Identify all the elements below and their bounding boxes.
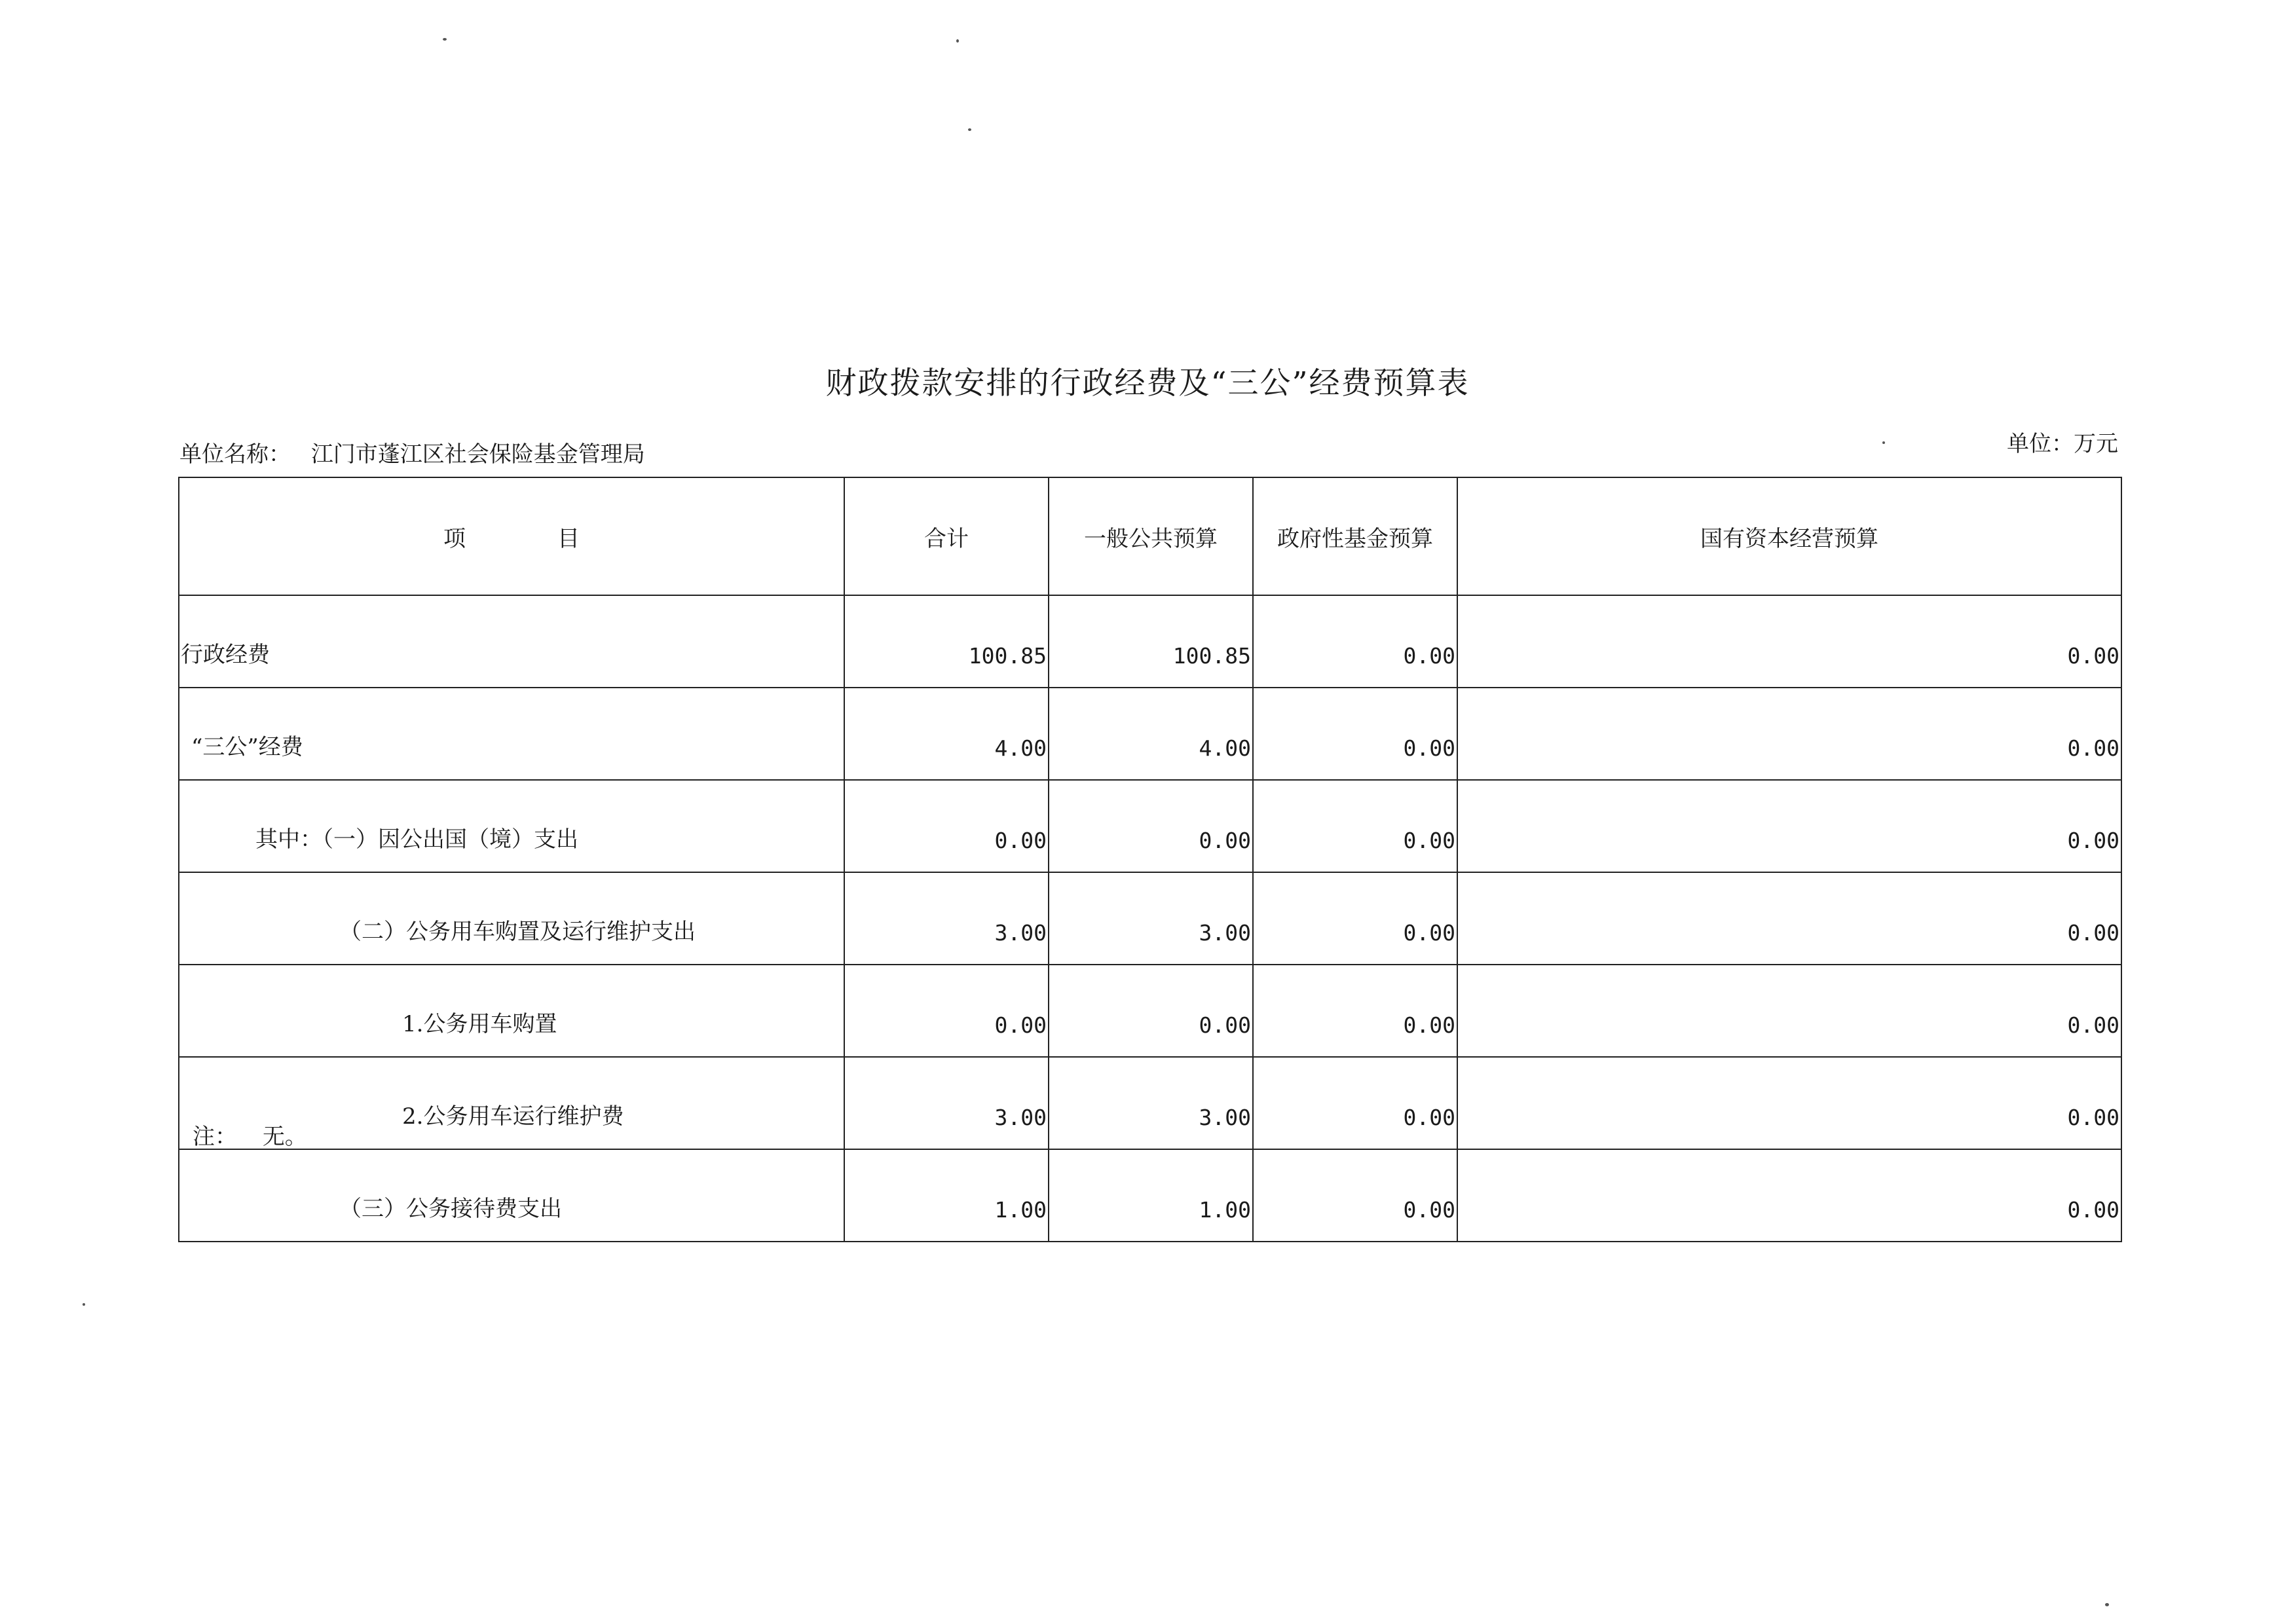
row-item-label: 其中：（一）因公出国（境）支出 — [179, 780, 844, 872]
row-state-capital-value: 0.00 — [1457, 872, 2121, 965]
table-header — [179, 477, 2121, 595]
row-state-capital-value: 0.00 — [1457, 780, 2121, 872]
row-government-fund-value: 0.00 — [1253, 1149, 1457, 1242]
row-total-value: 1.00 — [844, 1149, 1049, 1242]
footnote — [193, 1118, 307, 1151]
row-government-fund-value: 0.00 — [1253, 872, 1457, 965]
row-government-fund-value: 0.00 — [1253, 965, 1457, 1057]
row-total-value: 0.00 — [844, 780, 1049, 872]
header-row — [179, 477, 2121, 595]
row-total-value: 0.00 — [844, 965, 1049, 1057]
scan-speck — [956, 39, 959, 43]
row-government-fund-value: 0.00 — [1253, 780, 1457, 872]
table-body — [179, 595, 2121, 1242]
row-item-label: （三）公务接待费支出 — [179, 1149, 844, 1242]
scan-speck — [2105, 1603, 2109, 1606]
header-general-public-budget: 一般公共预算 — [1049, 477, 1253, 595]
table-row — [179, 688, 2121, 780]
table-row — [179, 595, 2121, 688]
row-government-fund-value: 0.00 — [1253, 688, 1457, 780]
footnote-label: 注： — [193, 1124, 237, 1150]
row-item-label: “三公”经费 — [179, 688, 844, 780]
row-general-public-value: 3.00 — [1049, 1057, 1253, 1149]
unit-name-label: 单位名称： — [179, 441, 291, 468]
header-item-part1: 项 — [443, 525, 466, 552]
row-state-capital-value: 0.00 — [1457, 688, 2121, 780]
row-state-capital-value: 0.00 — [1457, 595, 2121, 688]
row-total-value: 100.85 — [844, 595, 1049, 688]
row-item-label: 2.公务用车运行维护费 — [179, 1057, 844, 1149]
header-total: 合计 — [844, 477, 1049, 595]
row-total-value: 3.00 — [844, 872, 1049, 965]
scan-speck — [83, 1303, 85, 1306]
row-item-label: 1.公务用车购置 — [179, 965, 844, 1057]
row-state-capital-value: 0.00 — [1457, 965, 2121, 1057]
table-row — [179, 780, 2121, 872]
row-item-label: （二）公务用车购置及运行维护支出 — [179, 872, 844, 965]
row-state-capital-value: 0.00 — [1457, 1057, 2121, 1149]
row-general-public-value: 3.00 — [1049, 872, 1253, 965]
row-total-value: 3.00 — [844, 1057, 1049, 1149]
scan-speck — [443, 38, 447, 41]
row-state-capital-value: 0.00 — [1457, 1149, 2121, 1242]
table-row — [179, 1057, 2121, 1149]
currency-unit-label: 单位：万元 — [2007, 431, 2118, 457]
row-government-fund-value: 0.00 — [1253, 1057, 1457, 1149]
row-general-public-value: 100.85 — [1049, 595, 1253, 688]
scan-speck — [1882, 441, 1885, 444]
header-state-capital-budget: 国有资本经营预算 — [1457, 477, 2121, 595]
row-general-public-value: 1.00 — [1049, 1149, 1253, 1242]
header-item-part2: 目 — [557, 525, 580, 552]
header-item — [179, 477, 844, 595]
table-row — [179, 965, 2121, 1057]
footnote-text: 无。 — [262, 1124, 307, 1150]
table-row — [179, 872, 2121, 965]
unit-name-row — [179, 436, 645, 468]
unit-name-value: 江门市蓬江区社会保险基金管理局 — [310, 441, 645, 468]
scan-speck — [968, 128, 971, 131]
row-general-public-value: 4.00 — [1049, 688, 1253, 780]
row-general-public-value: 0.00 — [1049, 780, 1253, 872]
document-title: 财政拨款安排的行政经费及“三公”经费预算表 — [825, 365, 1470, 401]
row-item-label: 行政经费 — [179, 595, 844, 688]
row-total-value: 4.00 — [844, 688, 1049, 780]
table-row — [179, 1149, 2121, 1242]
row-government-fund-value: 0.00 — [1253, 595, 1457, 688]
header-government-fund-budget: 政府性基金预算 — [1253, 477, 1457, 595]
budget-table — [178, 477, 2122, 1242]
row-general-public-value: 0.00 — [1049, 965, 1253, 1057]
